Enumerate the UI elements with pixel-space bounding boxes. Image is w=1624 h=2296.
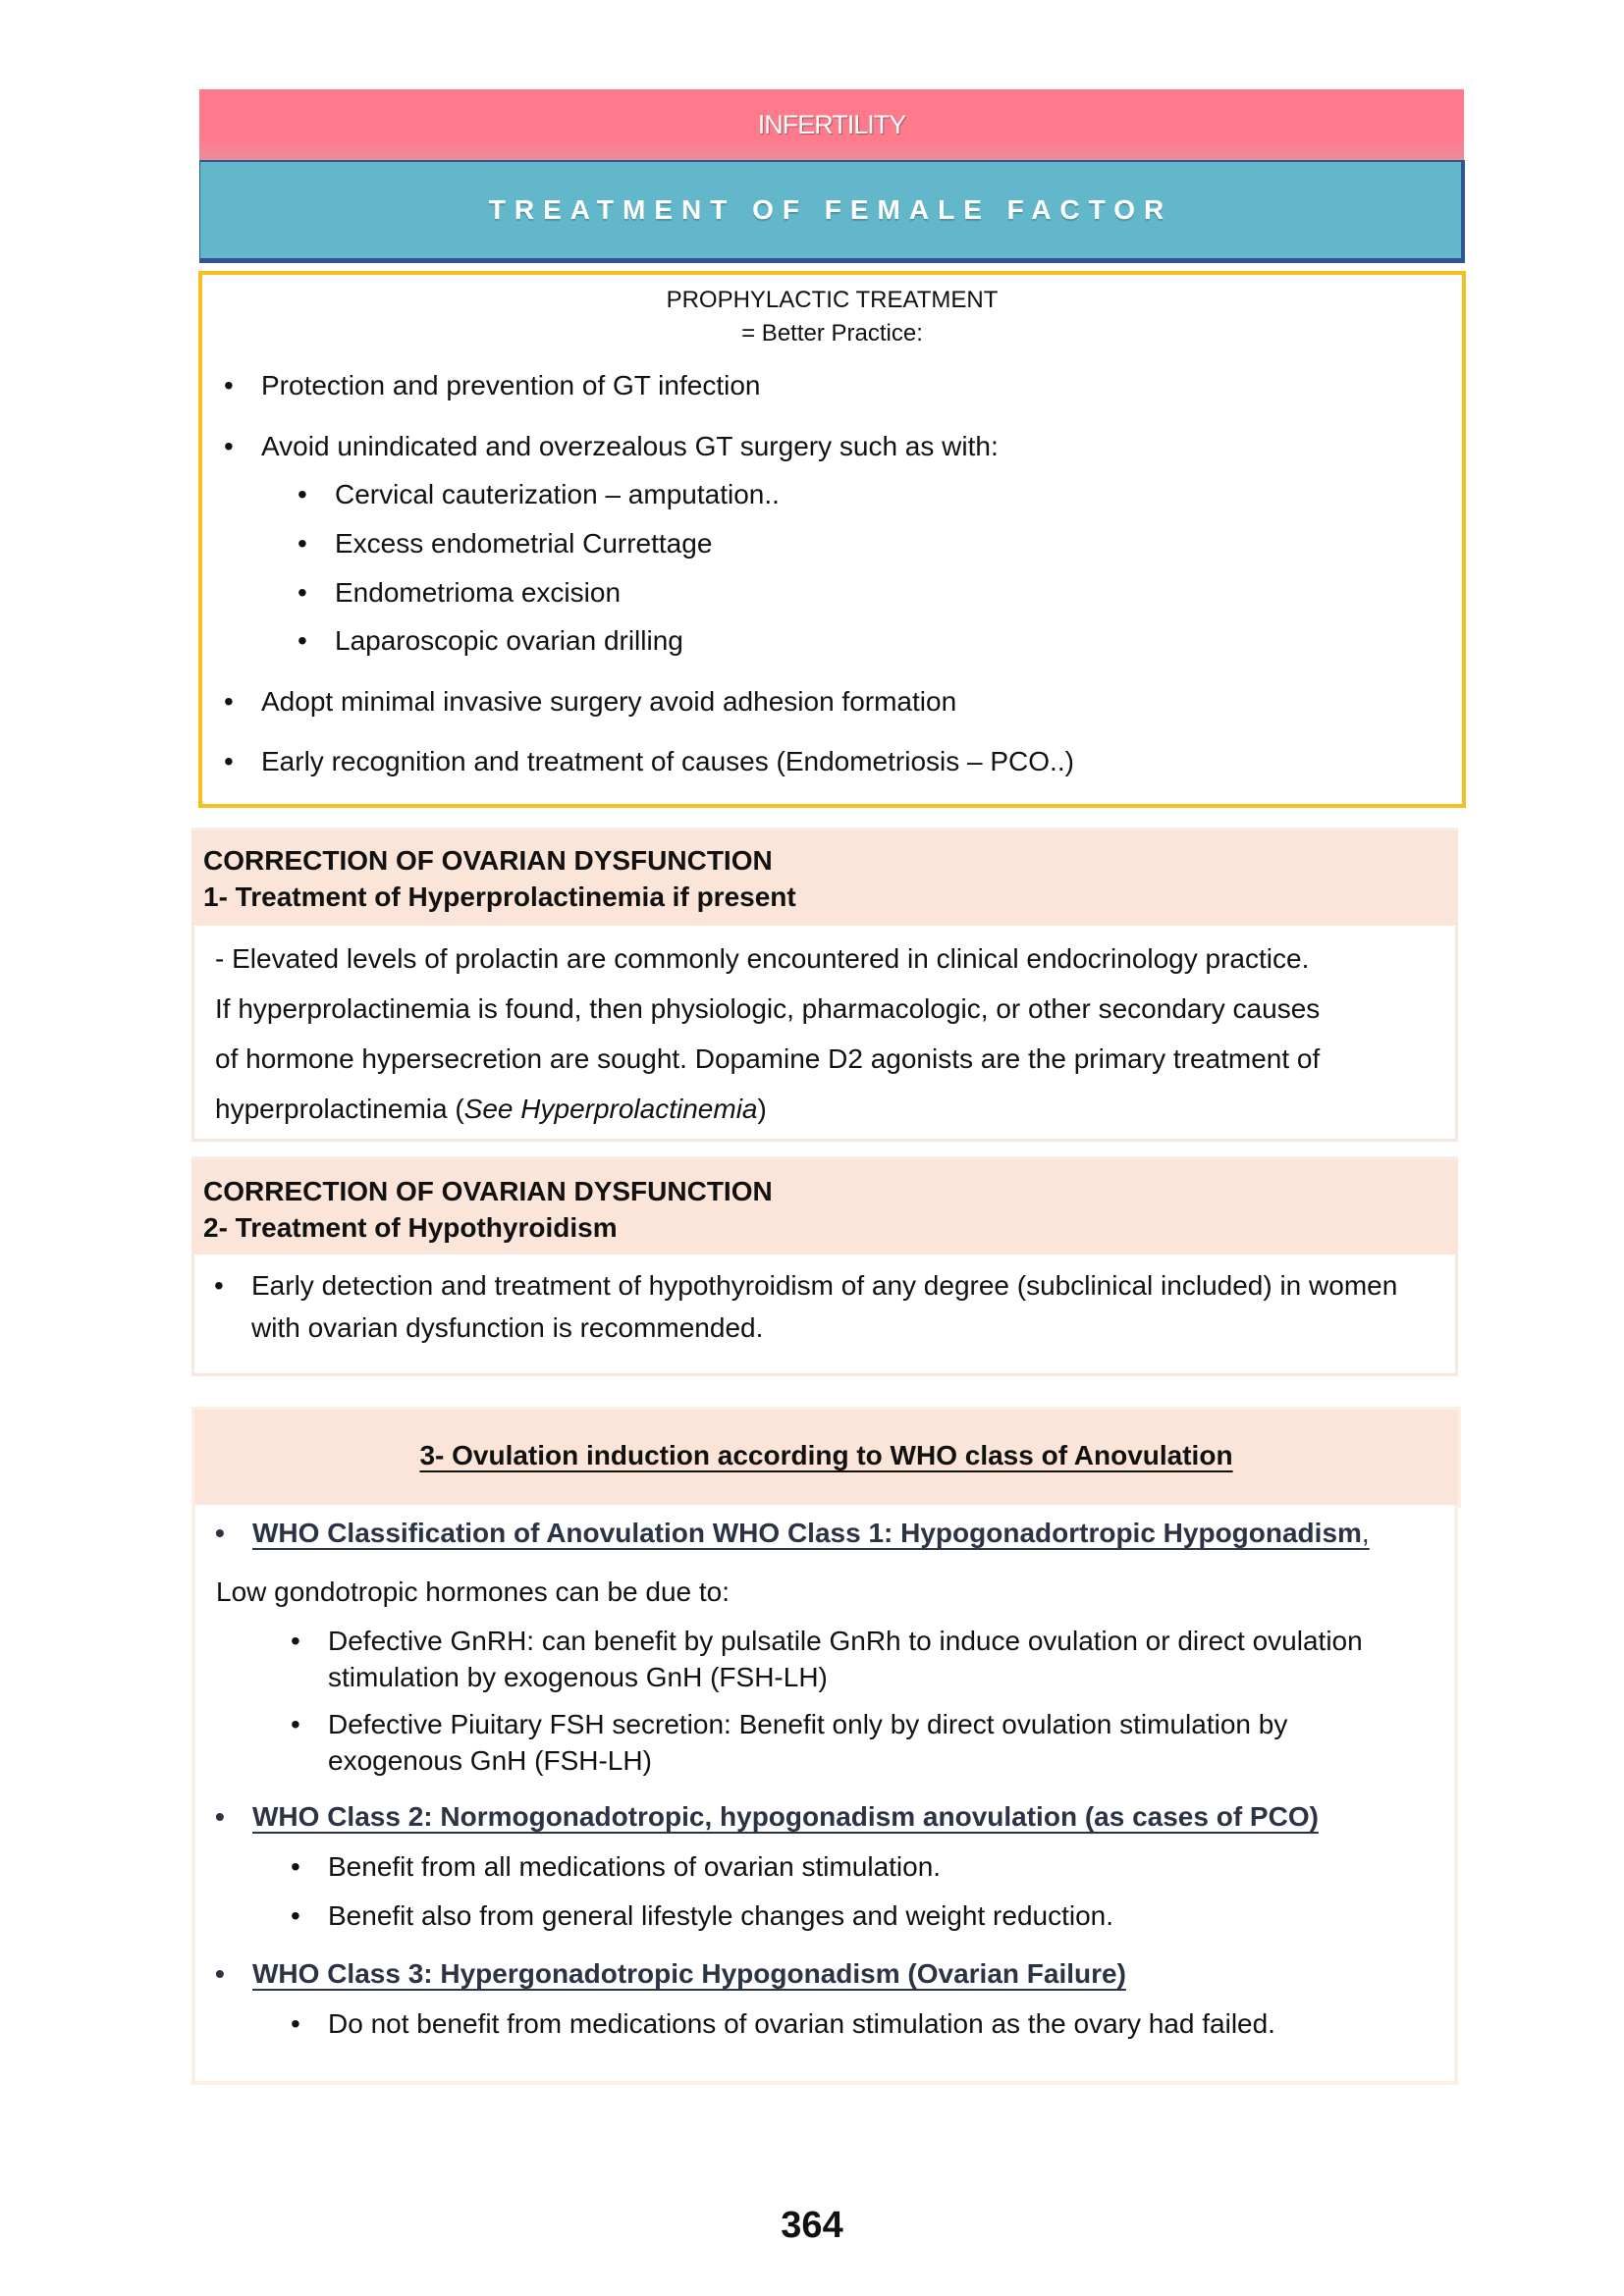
section-banner: [199, 160, 1465, 263]
section2-header: [191, 1156, 1458, 1255]
sub-list-item: • Defective Piuitary FSH secretion: Benefit only by direct ovulation stimulation by exogenous GnH (FSH-LH): [328, 1706, 1379, 1779]
section2-body: [191, 1255, 1458, 1376]
prophylactic-header: [198, 271, 1466, 365]
sub-list-item: • Excess endometrial Currettage: [335, 526, 712, 561]
section1-heading-line2: 1- Treatment of Hyperprolactinemia if present: [203, 881, 796, 912]
section1-heading-line1: CORRECTION OF OVARIAN DYSFUNCTION: [203, 845, 773, 876]
paragraph-line: - Elevated levels of prolactin are commonly encountered in clinical endocrinology practice.: [215, 943, 1310, 974]
who-class1-title[interactable]: WHO Classification of Anovulation WHO Class 1: Hypogonadortropic Hypogonadism: [252, 1518, 1362, 1548]
page-number: 364: [781, 2205, 843, 2246]
paragraph-line: hyperprolactinemia (: [215, 1094, 464, 1124]
cross-reference: See Hyperprolactinemia: [463, 1094, 758, 1124]
paragraph-line: If hyperprolactinemia is found, then physiologic, pharmacologic, or other secondary causes: [215, 993, 1321, 1024]
section3-body: [191, 1505, 1458, 2085]
section3-header: [191, 1407, 1461, 1508]
section1-header: [191, 828, 1458, 926]
list-item: • Adopt minimal invasive surgery avoid adhesion formation: [261, 684, 956, 720]
prophylactic-subtitle: = Better Practice:: [741, 320, 923, 347]
list-item: • Avoid unindicated and overzealous GT surgery such as with:: [261, 429, 999, 464]
section3-heading: 3- Ovulation induction according to WHO class of Anovulation: [419, 1440, 1233, 1470]
list-item: • Early recognition and treatment of causes (Endometriosis – PCO..): [261, 744, 1074, 779]
trailing-comma: ,: [1361, 1518, 1370, 1548]
section1-body: [191, 926, 1458, 1142]
list-item: • Protection and prevention of GT infection: [261, 368, 760, 403]
sub-list-item: • Benefit also from general lifestyle changes and weight reduction.: [328, 1897, 1379, 1934]
who-class3-link[interactable]: • WHO Class 3: Hypergonadotropic Hypogonadism (Ovarian Failure): [252, 1956, 1126, 1992]
section2-heading-line1: CORRECTION OF OVARIAN DYSFUNCTION: [203, 1176, 773, 1206]
chapter-banner: [199, 89, 1464, 160]
sub-list-item: • Defective GnRH: can benefit by pulsatile GnRh to induce ovulation or direct ovulation stimulation by exogenous GnH (FSH-LH): [328, 1623, 1379, 1695]
sub-list-item: • Do not benefit from medications of ovarian stimulation as the ovary had failed.: [328, 2005, 1379, 2042]
prophylactic-list: [198, 359, 1466, 808]
class1-intro: Low gondotropic hormones can be due to:: [216, 1576, 731, 1607]
who-class1-link[interactable]: [252, 1516, 1370, 1551]
list-item: • Early detection and treatment of hypothyroidism of any degree (subclinical included) in women with ovarian dysfunction is recommended.: [251, 1264, 1420, 1349]
section-title: TREATMENT OF FEMALE FACTOR: [488, 194, 1173, 225]
who-class2-link[interactable]: • WHO Class 2: Normogonadotropic, hypogonadism anovulation (as cases of PCO): [252, 1799, 1319, 1835]
sub-list-item: • Laparoscopic ovarian drilling: [335, 623, 683, 659]
paragraph-punct: ): [757, 1094, 767, 1124]
sub-list-item: • Benefit from all medications of ovarian stimulation.: [328, 1848, 1379, 1885]
section2-heading-line2: 2- Treatment of Hypothyroidism: [203, 1212, 618, 1243]
sub-list-item: • Endometrioma excision: [335, 575, 621, 611]
sub-list-item: • Cervical cauterization – amputation..: [335, 477, 780, 512]
chapter-title: INFERTILITY: [757, 109, 906, 139]
paragraph-line: of hormone hypersecretion are sought. Dopamine D2 agonists are the primary treatment of: [215, 1043, 1321, 1074]
prophylactic-title: PROPHYLACTIC TREATMENT: [666, 287, 999, 313]
section1-paragraph: [194, 926, 1455, 1134]
